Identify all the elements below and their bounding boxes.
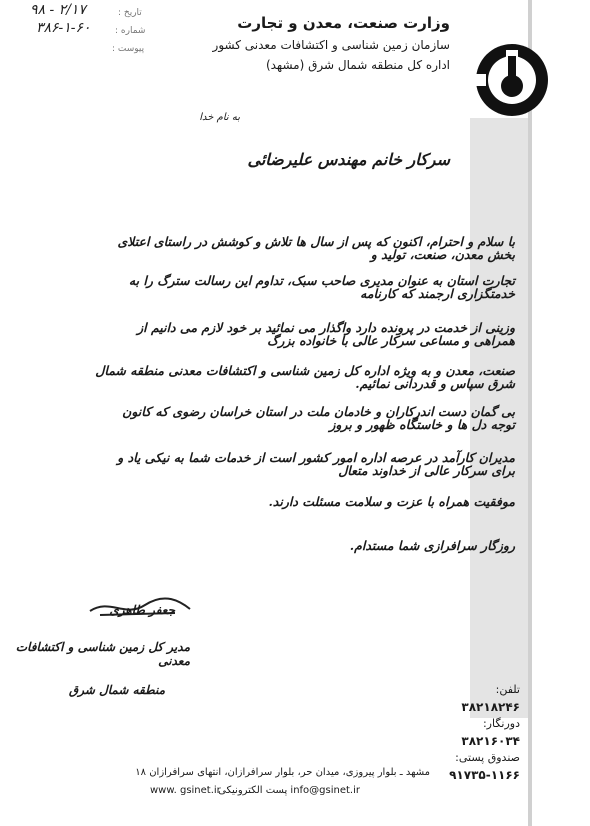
- basmala: به نام خدا: [199, 112, 240, 123]
- office-name: اداره کل منطقه شمال شرق (مشهد): [265, 58, 450, 72]
- attachment-label: پیوست :: [112, 44, 145, 54]
- pobox-label: صندوق پستی:: [455, 751, 520, 764]
- body-line: بی گمان دست اندرکاران و خادمان ملت در استان خراسان رضوی که کانون توجه دل ها و خاستگاه ظهور و بروز: [122, 404, 515, 432]
- phone-label: تلفن:: [495, 683, 520, 696]
- body-line: مدیران کارآمد در عرصه اداره امور کشور است از خدمات شما به نیکی یاد و برای سرکار عالی از خداوند متعال: [117, 450, 515, 478]
- number-value: ۳۸۶-۱-۶۰: [36, 20, 91, 36]
- signer-unit: منطقه شمال شرق: [68, 683, 165, 697]
- body-line: روزگار سرافرازی شما مستدام.: [349, 538, 515, 553]
- body-line: موفقیت همراه با عزت و سلامت مسئلت دارند.: [268, 494, 515, 509]
- side-band-edge: [528, 0, 532, 826]
- body-line: با سلام و احترام، اکنون که پس از سال ها تلاش و کوشش در راستای اعتلای بخش معدن، صنعت، تولید و: [117, 234, 515, 262]
- phone-number: ۳۸۲۱۸۲۴۶: [461, 700, 520, 714]
- salutation: سرکار خانم مهندس علیرضائی: [247, 150, 450, 169]
- signer-name: جعفر طاهری: [109, 603, 175, 617]
- website: www. gsinet.ir: [150, 785, 221, 796]
- body-line: تجارت استان به عنوان مدیری صاحب سبک، تداوم این رسالت سترگ را به خدمتگزاری ارجمند که کارنامه: [128, 273, 515, 301]
- pobox-number: ۹۱۷۳۵-۱۱۶۶: [449, 768, 520, 782]
- fax-number: ۳۸۲۱۶۰۳۴: [461, 734, 520, 748]
- organization-name: سازمان زمین شناسی و اکتشافات معدنی کشور: [212, 38, 450, 52]
- fax-label: دورنگار:: [482, 717, 520, 730]
- ministry-title: وزارت صنعت، معدن و تجارت: [237, 14, 450, 32]
- date-value: ۹۸ - ۲/۱۷: [30, 2, 86, 18]
- number-label: شماره :: [115, 26, 146, 36]
- signer-title: مدیر کل زمین شناسی و اکتشافات معدنی: [15, 640, 190, 668]
- address: مشهد ـ بلوار پیروزی، میدان حر، بلوار سرافرازان، انتهای سرافرازان ۱۸: [135, 767, 430, 778]
- body-line: وزینی از خدمت در پرونده دارد واگذار می نمائید بر خود لازم می دانیم از همراهی و مساعی سرکار عالی با خانواده بزرگ: [137, 320, 515, 348]
- body-line: صنعت، معدن و به ویژه اداره کل زمین شناسی و اکتشافات معدنی منطقه شمال شرق سپاس و قدردانی نمائیم.: [95, 363, 515, 391]
- organization-logo: [472, 40, 552, 120]
- email: info@gsinet.ir پست الکترونیکی: [218, 785, 360, 796]
- date-label: تاریخ :: [118, 8, 142, 18]
